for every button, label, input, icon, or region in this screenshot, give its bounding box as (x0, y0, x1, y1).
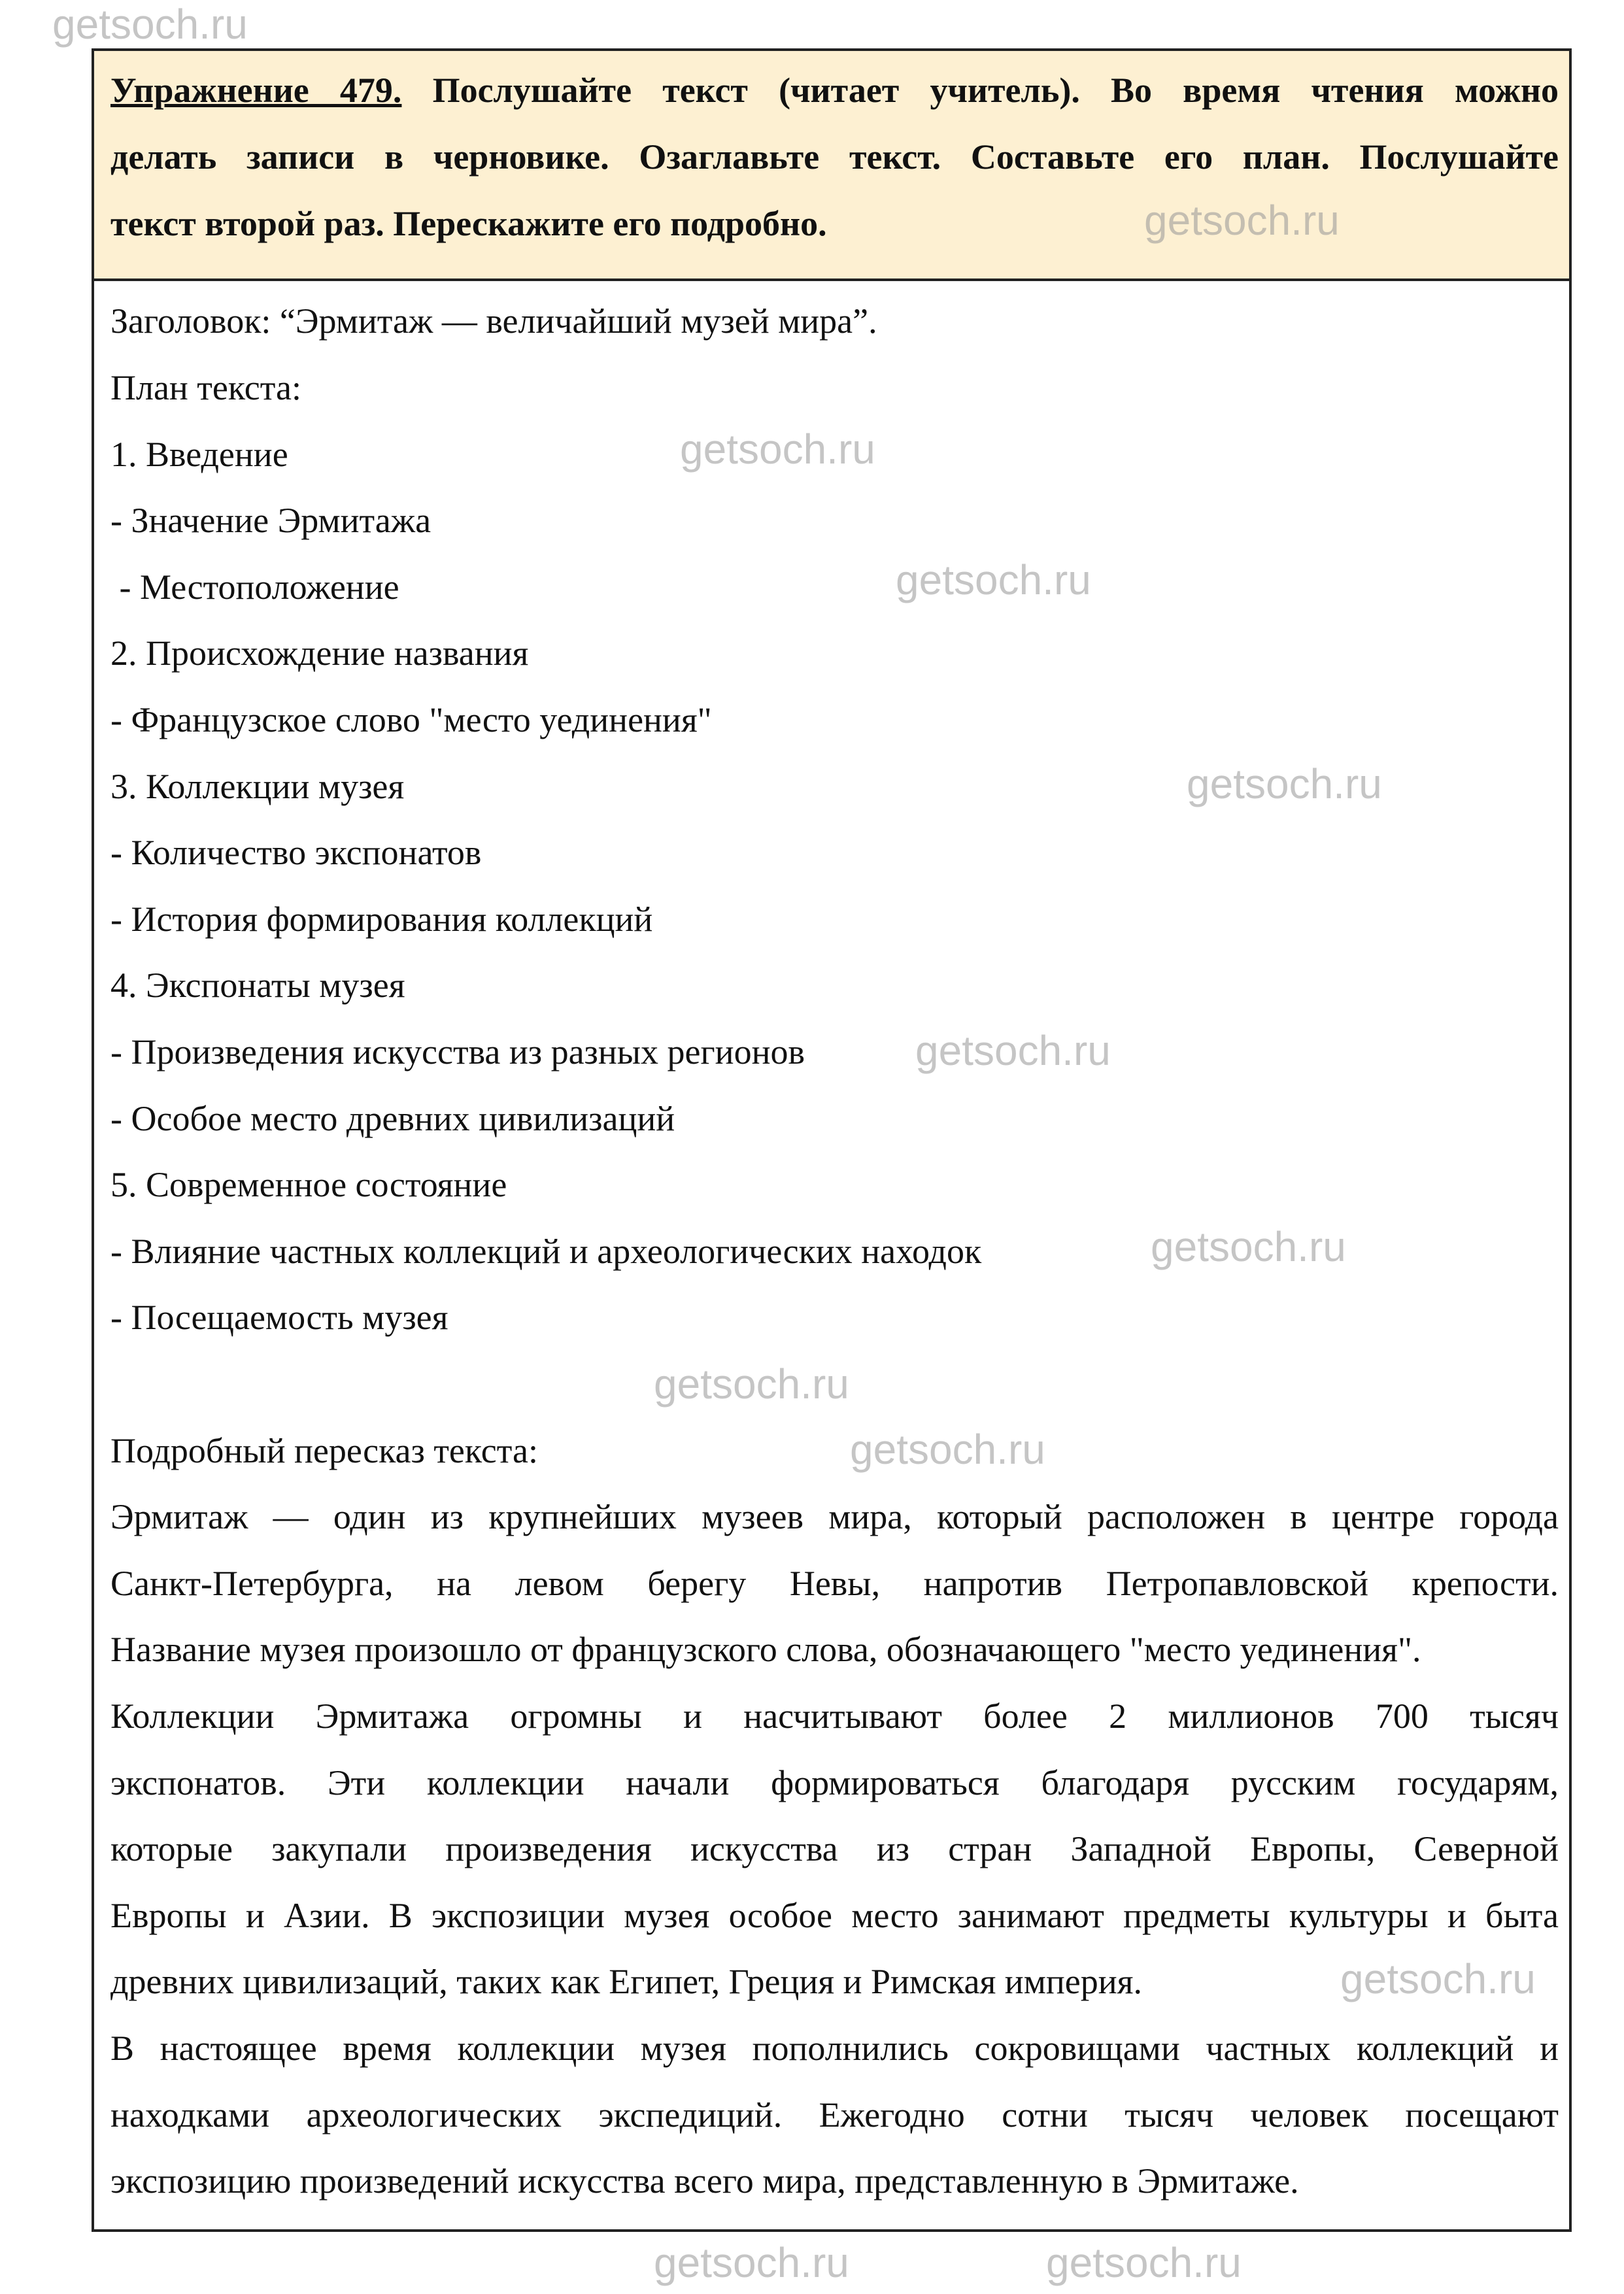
plan-item: 5. Современное состояние (110, 1165, 507, 1205)
watermark: getsoch.ru (680, 426, 875, 473)
plan-item: - Местоположение (110, 567, 399, 607)
plan-item: - Французское слово "место уединения" (110, 700, 712, 739)
retell-line: экспозицию произведений искусства всего мира, представленную в Эрмитаже. (110, 2161, 1299, 2201)
exercise-task (94, 51, 1569, 281)
plan-item: - Особое место древних цивилизаций (110, 1098, 675, 1138)
answer-title: Заголовок: “Эрмитаж — величайший музей мира”. (110, 301, 877, 341)
retell-line: древних цивилизаций, таких как Египет, Греция и Римская империя. (110, 1962, 1142, 2002)
plan-item: - История формирования коллекций (110, 899, 653, 939)
watermark: getsoch.ru (654, 1360, 849, 1408)
plan-item: - Влияние частных коллекций и археологических находок (110, 1231, 982, 1271)
retell-line: экспонатов. Эти коллекции начали формироваться благодаря русским государям, (110, 1763, 1559, 1802)
task-line-2: делать записи в черновике. Озаглавьте текст. Составьте его план. Послушайте (110, 137, 1559, 177)
retell-line: которые закупали произведения искусства из стран Западной Европы, Северной (110, 1829, 1559, 1869)
watermark: getsoch.ru (1340, 1955, 1536, 2002)
watermark: getsoch.ru (1187, 760, 1382, 807)
plan-item: 1. Введение (110, 434, 288, 474)
retell-line: В настоящее время коллекции музея пополнились сокровищами частных коллекций и (110, 2029, 1559, 2068)
retell-line: Эрмитаж — один из крупнейших музеев мира, который расположен в центре города (110, 1497, 1559, 1537)
retell-line: Санкт-Петербурга, на левом берегу Невы, напротив Петропавловской крепости. (110, 1563, 1559, 1603)
exercise-card (92, 48, 1572, 2232)
watermark: getsoch.ru (52, 1, 248, 48)
plan-item: 2. Происхождение названия (110, 633, 529, 673)
watermark: getsoch.ru (896, 556, 1091, 603)
retell-line: Коллекции Эрмитажа огромны и насчитывают более 2 миллионов 700 тысяч (110, 1696, 1559, 1736)
watermark: getsoch.ru (1151, 1223, 1346, 1270)
plan-item: - Посещаемость музея (110, 1298, 448, 1338)
task-line-3: текст второй раз. Перескажите его подробно. (110, 204, 827, 243)
task-line-1 (110, 58, 1559, 123)
retell-line: находками археологических экспедиций. Ежегодно сотни тысяч человек посещают (110, 2095, 1559, 2134)
plan-item: 4. Экспонаты музея (110, 966, 405, 1005)
plan-item: - Количество экспонатов (110, 833, 482, 873)
task-line-1-text: Послушайте текст (читает учитель). Во время чтения можно (401, 71, 1559, 110)
retell-line: Европы и Азии. В экспозиции музея особое место занимают предметы культуры и быта (110, 1895, 1559, 1935)
plan-item: 3. Коллекции музея (110, 766, 405, 806)
watermark: getsoch.ru (1144, 197, 1340, 244)
plan-item: - Значение Эрмитажа (110, 501, 431, 541)
exercise-number: Упражнение 479. (110, 71, 402, 110)
watermark: getsoch.ru (654, 2239, 849, 2286)
watermark: getsoch.ru (850, 1426, 1045, 1473)
plan-item: - Произведения искусства из разных регионов (110, 1032, 805, 1071)
plan-heading: План текста: (110, 368, 301, 407)
retell-line: Название музея произошло от французского слова, обозначающего "место уединения". (110, 1630, 1421, 1670)
retell-heading: Подробный пересказ текста: (110, 1430, 538, 1470)
watermark: getsoch.ru (1046, 2239, 1242, 2286)
watermark: getsoch.ru (915, 1027, 1111, 1074)
